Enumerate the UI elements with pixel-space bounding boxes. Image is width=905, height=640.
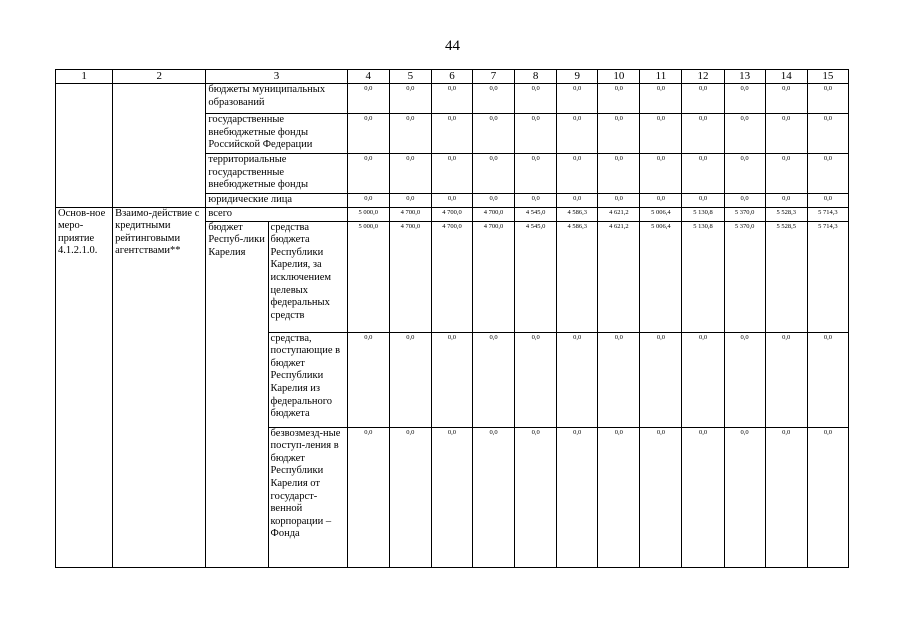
value-cell: 0,0 <box>389 114 431 154</box>
value-cell: 0,0 <box>807 154 848 194</box>
value-cell: 5 370,0 <box>724 221 765 332</box>
value-cell: 0,0 <box>515 154 557 194</box>
value-cell: 0,0 <box>431 194 472 208</box>
value-cell: 0,0 <box>598 332 640 427</box>
value-cell: 0,0 <box>640 84 682 114</box>
value-cell: 5 528,3 <box>765 207 807 221</box>
header-cell: 10 <box>598 70 640 84</box>
value-cell: 0,0 <box>389 84 431 114</box>
value-cell: 0,0 <box>724 154 765 194</box>
value-cell: 0,0 <box>640 154 682 194</box>
value-cell: 0,0 <box>682 114 724 154</box>
value-cell: 4 700,0 <box>473 207 515 221</box>
value-cell: 0,0 <box>640 332 682 427</box>
value-cell: 0,0 <box>389 427 431 567</box>
value-cell: 4 586,3 <box>557 221 598 332</box>
value-cell: 0,0 <box>807 84 848 114</box>
value-cell: 0,0 <box>682 194 724 208</box>
value-cell: 5 528,5 <box>765 221 807 332</box>
row-label: всего <box>206 207 347 221</box>
value-cell: 0,0 <box>431 427 472 567</box>
value-cell: 0,0 <box>640 114 682 154</box>
header-cell: 6 <box>431 70 472 84</box>
value-cell: 4 700,0 <box>431 207 472 221</box>
row-label: юридические лица <box>206 194 347 208</box>
value-cell: 0,0 <box>515 194 557 208</box>
value-cell: 0,0 <box>347 194 389 208</box>
row-label: средства бюджета Республики Карелия, за исключением целевых федеральных средств <box>268 221 347 332</box>
row-label: средства, поступающие в бюджет Республики Карелия из федерального бюджета <box>268 332 347 427</box>
value-cell: 0,0 <box>431 154 472 194</box>
value-cell: 4 545,0 <box>515 221 557 332</box>
value-cell: 0,0 <box>807 332 848 427</box>
value-cell: 0,0 <box>682 332 724 427</box>
value-cell: 0,0 <box>557 84 598 114</box>
value-cell: 0,0 <box>765 84 807 114</box>
value-cell: 5 006,4 <box>640 221 682 332</box>
value-cell: 5 130,8 <box>682 207 724 221</box>
measure-name: Взаимо-действие с кредитными рейтинговыми агентствами** <box>113 207 206 567</box>
value-cell: 4 545,0 <box>515 207 557 221</box>
value-cell: 0,0 <box>765 427 807 567</box>
value-cell: 4 700,0 <box>473 221 515 332</box>
value-cell: 0,0 <box>598 114 640 154</box>
value-cell: 0,0 <box>473 427 515 567</box>
value-cell: 4 700,0 <box>389 221 431 332</box>
header-cell: 2 <box>113 70 206 84</box>
value-cell: 0,0 <box>724 332 765 427</box>
value-cell: 0,0 <box>473 154 515 194</box>
value-cell: 0,0 <box>431 114 472 154</box>
value-cell: 4 586,3 <box>557 207 598 221</box>
row-label: безвозмезд-ные поступ-ления в бюджет Республики Карелия от государст-венной корпорации – Фонда <box>268 427 347 567</box>
value-cell: 0,0 <box>515 332 557 427</box>
empty-cell <box>56 84 113 208</box>
value-cell: 0,0 <box>347 84 389 114</box>
value-cell: 0,0 <box>807 427 848 567</box>
value-cell: 0,0 <box>765 114 807 154</box>
value-cell: 5 130,8 <box>682 221 724 332</box>
header-cell: 3 <box>206 70 347 84</box>
header-cell: 4 <box>347 70 389 84</box>
value-cell: 0,0 <box>598 194 640 208</box>
value-cell: 0,0 <box>431 84 472 114</box>
value-cell: 0,0 <box>765 154 807 194</box>
budget-label: бюджет Респуб-лики Карелия <box>206 221 268 567</box>
header-cell: 13 <box>724 70 765 84</box>
value-cell: 0,0 <box>598 84 640 114</box>
header-cell: 7 <box>473 70 515 84</box>
row-label: территориальные государственные внебюджетные фонды <box>206 154 347 194</box>
table-row <box>56 84 849 114</box>
header-cell: 15 <box>807 70 848 84</box>
header-cell: 14 <box>765 70 807 84</box>
value-cell: 4 700,0 <box>431 221 472 332</box>
page-number: 44 <box>445 38 460 54</box>
value-cell: 0,0 <box>347 427 389 567</box>
value-cell: 0,0 <box>598 427 640 567</box>
value-cell: 0,0 <box>807 194 848 208</box>
value-cell: 4 621,2 <box>598 207 640 221</box>
value-cell: 0,0 <box>389 332 431 427</box>
value-cell: 0,0 <box>724 427 765 567</box>
value-cell: 0,0 <box>347 114 389 154</box>
table-row <box>56 207 849 221</box>
value-cell: 0,0 <box>347 154 389 194</box>
value-cell: 0,0 <box>557 427 598 567</box>
value-cell: 0,0 <box>682 84 724 114</box>
header-cell: 9 <box>557 70 598 84</box>
measure-code: Основ-ное меро-приятие 4.1.2.1.0. <box>56 207 113 567</box>
value-cell: 0,0 <box>473 114 515 154</box>
value-cell: 0,0 <box>473 84 515 114</box>
value-cell: 0,0 <box>557 332 598 427</box>
value-cell: 0,0 <box>557 154 598 194</box>
row-label: государственные внебюджетные фонды Российской Федерации <box>206 114 347 154</box>
value-cell: 0,0 <box>389 194 431 208</box>
value-cell: 0,0 <box>682 154 724 194</box>
value-cell: 5 006,4 <box>640 207 682 221</box>
budget-table <box>55 69 849 568</box>
value-cell: 5 000,0 <box>347 221 389 332</box>
header-cell: 11 <box>640 70 682 84</box>
value-cell: 0,0 <box>724 114 765 154</box>
value-cell: 0,0 <box>473 332 515 427</box>
value-cell: 5 714,3 <box>807 207 848 221</box>
value-cell: 5 000,0 <box>347 207 389 221</box>
value-cell: 0,0 <box>682 427 724 567</box>
header-row <box>56 70 849 84</box>
value-cell: 0,0 <box>640 427 682 567</box>
value-cell: 0,0 <box>515 114 557 154</box>
value-cell: 0,0 <box>807 114 848 154</box>
value-cell: 5 714,3 <box>807 221 848 332</box>
value-cell: 0,0 <box>473 194 515 208</box>
value-cell: 0,0 <box>515 84 557 114</box>
header-cell: 8 <box>515 70 557 84</box>
value-cell: 0,0 <box>765 194 807 208</box>
header-cell: 5 <box>389 70 431 84</box>
row-label: бюджеты муниципальных образований <box>206 84 347 114</box>
value-cell: 4 621,2 <box>598 221 640 332</box>
header-cell: 1 <box>56 70 113 84</box>
header-cell: 12 <box>682 70 724 84</box>
value-cell: 0,0 <box>431 332 472 427</box>
value-cell: 0,0 <box>389 154 431 194</box>
value-cell: 5 370,0 <box>724 207 765 221</box>
empty-cell <box>113 84 206 208</box>
value-cell: 0,0 <box>724 194 765 208</box>
value-cell: 0,0 <box>347 332 389 427</box>
value-cell: 0,0 <box>765 332 807 427</box>
value-cell: 4 700,0 <box>389 207 431 221</box>
value-cell: 0,0 <box>557 194 598 208</box>
value-cell: 0,0 <box>640 194 682 208</box>
value-cell: 0,0 <box>724 84 765 114</box>
value-cell: 0,0 <box>557 114 598 154</box>
value-cell: 0,0 <box>515 427 557 567</box>
value-cell: 0,0 <box>598 154 640 194</box>
